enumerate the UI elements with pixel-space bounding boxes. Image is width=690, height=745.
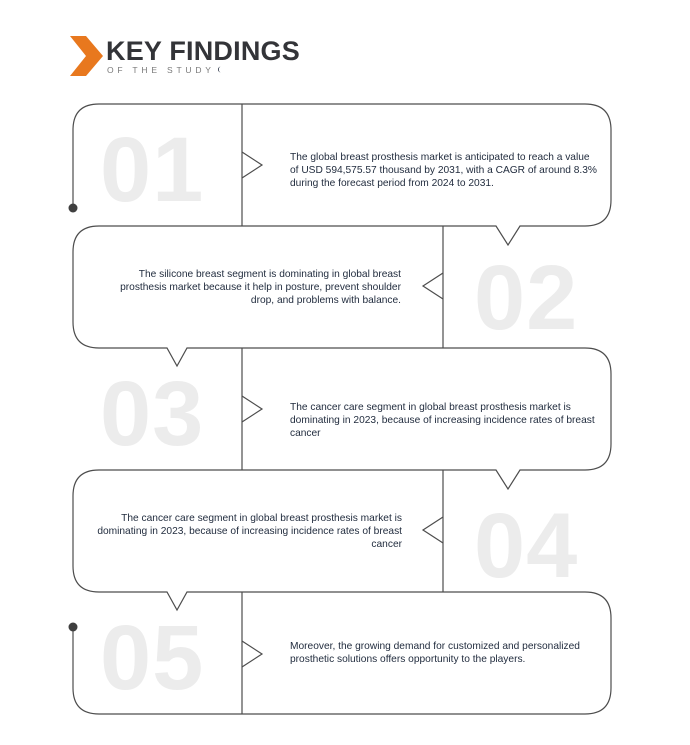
finding-number-2: 02 [474, 247, 579, 349]
pointer-3 [242, 396, 262, 422]
pointer-5 [242, 641, 262, 667]
pointer-1 [242, 152, 262, 178]
finding-text-2: The silicone breast segment is dominating in global breast prosthesis market because it help in posture, prevent shoulder drop, and problems with balance. [120, 269, 401, 306]
finding-number-4: 04 [474, 495, 579, 597]
finding-text-1: The global breast prosthesis market is anticipated to reach a value of USD 594,575.57 thousand by 2031, with a CAGR of around 8.3% during the forecast period from 2024 to 2031. [290, 152, 597, 189]
page-subtitle: OF THE STUDY [107, 65, 215, 75]
finding-number-1: 01 [100, 119, 205, 221]
page-title: KEY FINDINGS [106, 36, 300, 66]
pointer-4 [423, 517, 443, 543]
finding-number-3: 03 [100, 363, 205, 465]
timeline-dot-end [69, 623, 78, 632]
pointer-2 [423, 273, 443, 299]
finding-text-4: The cancer care segment in global breast prosthesis market is dominating in 2023, because of increasing incidence rates of breast cancer [97, 513, 402, 550]
finding-text-5: Moreover, the growing demand for customized and personalized prosthetic solutions offers opportunity to the players. [290, 641, 580, 665]
timeline-dot-start [69, 204, 78, 213]
finding-number-5: 05 [100, 607, 205, 709]
finding-text-3: The cancer care segment in global breast prosthesis market is dominating in 2023, because of increasing incidence rates of breast cancer [290, 402, 595, 439]
